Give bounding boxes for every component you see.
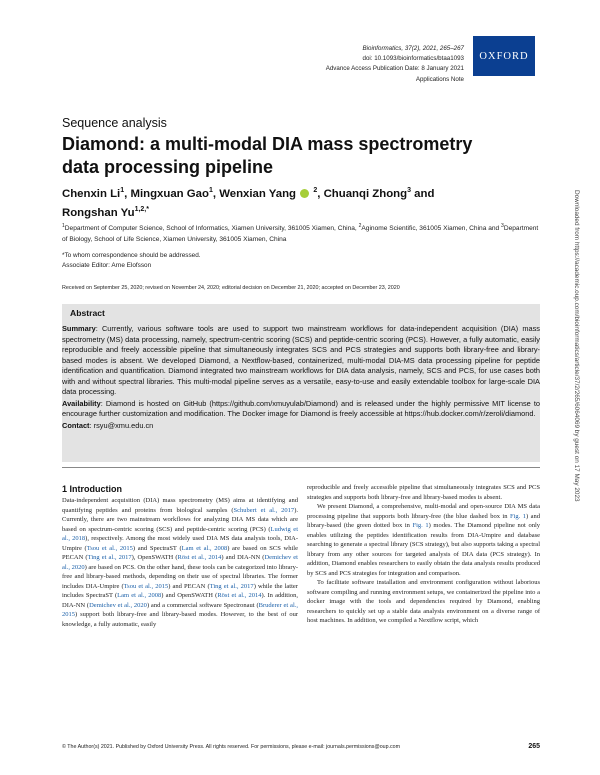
body-text: ), respectively. Among the most widely used DIA MS data analysis tools, DIA-Umpire ( bbox=[62, 535, 298, 552]
affil-sup: 2 bbox=[358, 223, 362, 229]
copyright-footer: © The Author(s) 2021. Published by Oxford University Press. All rights reserved. For permissions, please e-mail: journals.permissions@oup.com bbox=[62, 744, 401, 750]
download-watermark: Downloaded from https://academic.oup.com/bioinformatics/article/37/2/265/6064069 by guest on 17 May 2023 bbox=[573, 190, 580, 502]
contact-text: : rsyu@xmu.edu.cn bbox=[89, 420, 154, 430]
affiliations bbox=[62, 221, 540, 245]
availability-text: : Diamond is hosted on GitHub (https://github.com/xmuyulab/Diamond) and is released under the highly permissive MIT license to encourage further customization and modification. The Docker image for Diamond is freely accessible at https://hub.docker.com/r/zeroli/diamond. bbox=[62, 398, 540, 418]
citation-link[interactable]: Ting et al., 2017 bbox=[209, 582, 254, 590]
affil-text: Department of Computer Science, School of Informatics, Xiamen University, 361005 Xiamen, China, bbox=[64, 225, 359, 233]
associate-editor: Associate Editor: Arne Elofsson bbox=[62, 262, 152, 269]
summary-label: Summary bbox=[62, 324, 96, 333]
body-text: ) and library-based (the green dotted box in bbox=[307, 512, 541, 529]
author-sup: 1,2,* bbox=[134, 206, 149, 214]
citation-link[interactable]: Lam et al., 2008 bbox=[117, 592, 162, 599]
body-text: ) and DIA-NN ( bbox=[221, 554, 265, 561]
citation-link[interactable]: Demichev et al., 2020 bbox=[89, 601, 147, 609]
body-text: We present Diamond, a comprehensive, multi-modal and open-source DIA MS data processing pipeline that supports both library-free (the blue dashed box in bbox=[307, 503, 540, 520]
contact-label: Contact bbox=[62, 420, 90, 430]
citation-link[interactable]: Bruderer et al., 2015 bbox=[62, 601, 298, 618]
summary-text: : Currently, various software tools are used to support two mainstream workflows for data-independent acquisition (DIA) mass spectrometry (MS) data processing, namely, spectrum-centric scoring (SCS) and peptide-centric scoring (PCS). However, a fully automatic, easily reproducible and freely accessible pipeline that simultaneously integrates SCS and PCS strategies and supports both library-free and library-based modes is absent. We developed Diamond, a Nextflow-based, containerized, multi-modal DIA-MS data processing pipeline for peptide identification and quantification. Diamond integrated two mainstream workflows for DIA data analysis, namely, SCS and PCS, for use cases both with and without spectral libraries. This multi-modal pipeline serves as a versatile, easy-to-use and easily extendable toolbox for large-scale DIA data processing. bbox=[62, 324, 540, 396]
body-text: ) and PECAN ( bbox=[168, 582, 210, 590]
citation-link[interactable]: Tsou et al., 2015 bbox=[123, 582, 169, 590]
abstract-summary bbox=[62, 324, 540, 398]
availability-label: Availability bbox=[62, 398, 101, 408]
body-text: ) modes. The Diamond pipeline not only enables utilizing the peptides identification results from DIA-Umpire and database searching to generate a spectral library (SCS strategy), but also supports taking a spectral library from any other sources for targeted analysis of DIA data (PCS strategy). In addition, Diamond enables researchers to easily obtain the data analysis results produced by SCS and PCS strategies for integration and comparison. bbox=[307, 522, 541, 577]
author-name[interactable]: Chenxin Li bbox=[62, 187, 121, 200]
abstract-heading: Abstract bbox=[70, 308, 105, 318]
body-text: ) while the latter includes SpectraST ( bbox=[62, 582, 298, 599]
correspondence-note: *To whom correspondence should be addressed. bbox=[62, 252, 201, 259]
doi-link[interactable]: doi: 10.1093/bioinformatics/btaa1093 bbox=[362, 55, 464, 63]
body-text: Data-independent acquisition (DIA) mass spectrometry (MS) aims at identifying and quantifying peptides and proteins from biological samples ( bbox=[62, 497, 298, 514]
intro-right-column bbox=[307, 483, 540, 626]
abstract-contact bbox=[62, 421, 540, 432]
intro-paragraph: To facilitate software installation and environment configuration without laborious software compiling and running environment setups, we containerized the pipeline into a docker image with the tools and dependencies required by Diamond, enabling researchers to quickly set up a stable data analysis environment on a diverse range of host machines. In addition, we compiled a Nextflow script, which bbox=[307, 579, 540, 624]
body-text: ). In addition, DIA-NN ( bbox=[62, 592, 298, 609]
body-text: ) and OpenSWATH ( bbox=[161, 592, 218, 599]
affil-sup: 1 bbox=[62, 223, 65, 229]
access-date: Advance Access Publication Date: 8 January 2021 bbox=[325, 65, 464, 73]
article-title: Diamond: a multi-modal DIA mass spectrometry data processing pipeline bbox=[62, 134, 473, 177]
body-text: ) are based on SCS while PECAN ( bbox=[62, 544, 298, 561]
citation-link[interactable]: Lam et al., 2008 bbox=[181, 544, 228, 552]
body-text: ) and a commercial software Spectronaut ( bbox=[146, 601, 259, 609]
abstract-body bbox=[62, 324, 540, 432]
article-notes bbox=[62, 251, 201, 271]
oxford-logo: OXFORD bbox=[473, 36, 535, 76]
author-name[interactable]: , Chuanqi Zhong bbox=[317, 187, 408, 200]
author-name[interactable]: , Wenxian Yang bbox=[212, 187, 296, 200]
citation-link[interactable]: Röst et al., 2014 bbox=[177, 554, 222, 561]
orcid-icon[interactable] bbox=[300, 189, 309, 198]
author-sup: 1 bbox=[120, 187, 125, 194]
intro-left-column bbox=[62, 496, 298, 629]
abstract-availability bbox=[62, 399, 540, 420]
received-dates: Received on September 25, 2020; revised on November 24, 2020; editorial decision on December 21, 2020; accepted on December 23, 2020 bbox=[62, 285, 400, 291]
intro-heading: 1 Introduction bbox=[62, 484, 122, 494]
citation-link[interactable]: Röst et al., 2014 bbox=[217, 592, 262, 599]
body-text: ) support both library-free and library-based modes. However, to the best of our knowledge, a fully automatic, easily bbox=[62, 611, 298, 628]
body-text: ) and SpectraST ( bbox=[132, 544, 182, 552]
author-name[interactable]: Rongshan Yu bbox=[62, 207, 135, 220]
author-sup: 1 bbox=[208, 187, 213, 194]
article-type: Applications Note bbox=[415, 75, 464, 83]
citation-link[interactable]: Ting et al., 2017 bbox=[87, 554, 132, 561]
author-list bbox=[62, 183, 532, 222]
divider bbox=[62, 467, 540, 468]
intro-paragraph bbox=[62, 496, 298, 629]
citation-link[interactable]: Schubert et al., 2017 bbox=[233, 506, 295, 514]
affil-sup: 3 bbox=[501, 223, 504, 229]
affil-text: Department of Biology, School of Life Science, Xiamen University, 361005 Xiamen, China bbox=[62, 225, 539, 243]
figure-link[interactable]: Fig. 1 bbox=[509, 512, 526, 520]
citation-link[interactable]: Tsou et al., 2015 bbox=[86, 544, 133, 552]
body-text: ). Currently, there are two mainstream workflows for analyzing DIA MS data which are based on spectrum-centric scoring (SCS) and peptide-centric scoring (PCS) ( bbox=[62, 506, 298, 533]
author-conjunction: and bbox=[411, 187, 435, 200]
body-text: ), OpenSWATH ( bbox=[131, 554, 178, 561]
author-sup: 3 bbox=[407, 187, 411, 194]
author-name[interactable]: , Mingxuan Gao bbox=[124, 187, 209, 200]
citation-link[interactable]: Demichev et al., 2020 bbox=[62, 554, 298, 571]
figure-link[interactable]: Fig. 1 bbox=[412, 522, 429, 529]
section-label: Sequence analysis bbox=[62, 116, 167, 130]
page-number: 265 bbox=[528, 743, 540, 750]
intro-paragraph bbox=[307, 502, 540, 578]
author-sup: 2 bbox=[313, 187, 318, 194]
intro-paragraph: reproducible and freely accessible pipeline that simultaneously integrates SCS and PCS strategies and supports both library-free and library-based modes is absent. bbox=[307, 484, 540, 501]
journal-meta bbox=[326, 44, 464, 85]
citation-link[interactable]: Ludwig et al., 2018 bbox=[62, 525, 298, 542]
journal-citation: Bioinformatics, 37(2), 2021, 265–267 bbox=[362, 45, 464, 52]
body-text: ) are based on PCS. On the other hand, these tools can be categorized into library-free and library-based methods, depending on their use of spectral libraries. The former includes DIA-Umpire ( bbox=[62, 563, 298, 590]
affil-text: Aginome Scientific, 361005 Xiamen, China and bbox=[361, 225, 502, 233]
